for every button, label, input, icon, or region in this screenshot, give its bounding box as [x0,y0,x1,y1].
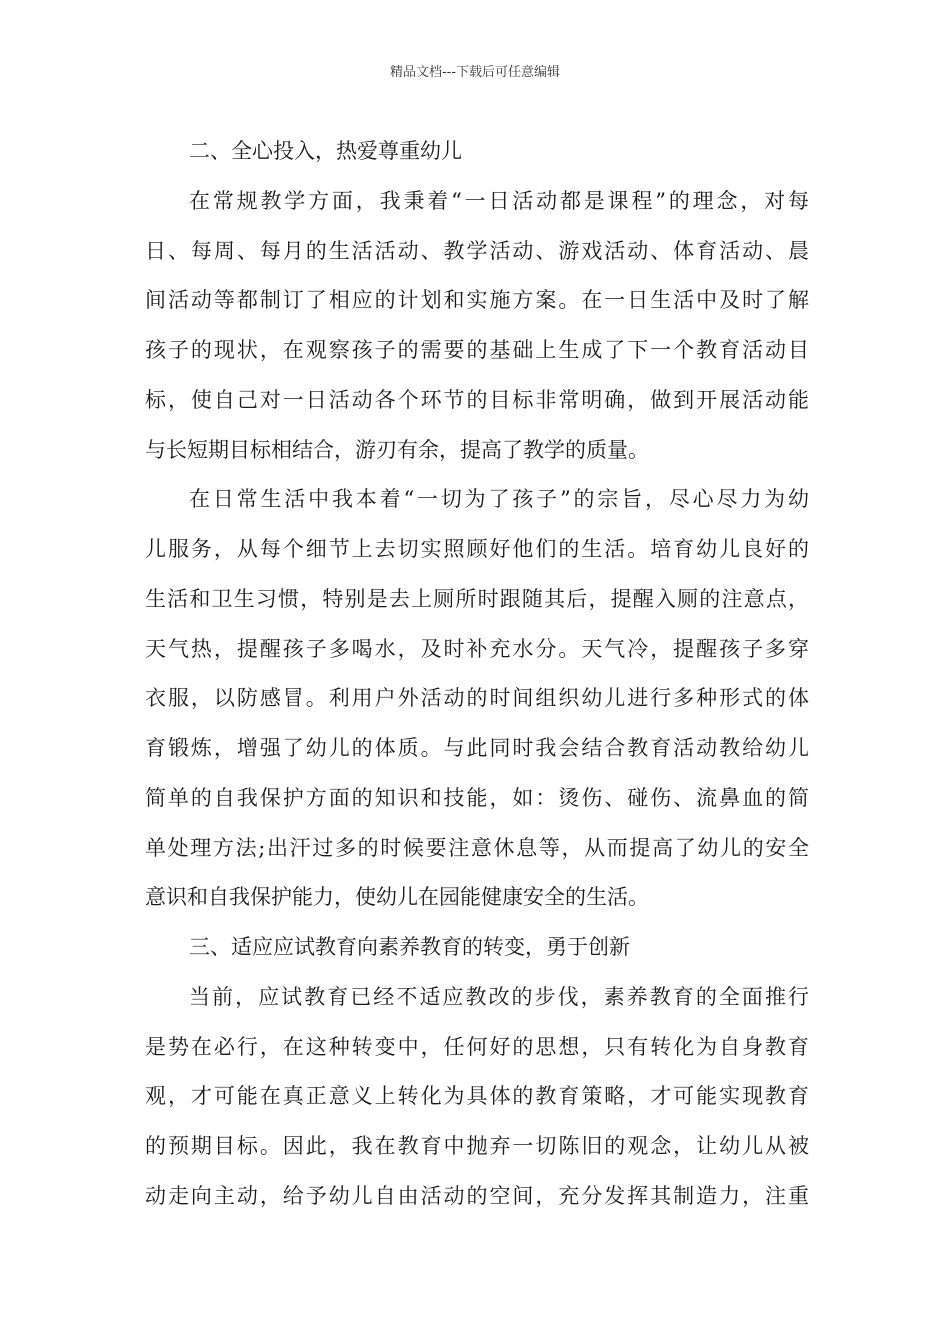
text-line: 间活动等都制订了相应的计划和实施方案。在一日生活中及时了解 [145,288,809,313]
text-line: 与长短期目标相结合，游刃有余，提高了教学的质量。 [145,437,649,462]
text-line: 意识和自我保护能力，使幼儿在园能健康安全的生活。 [145,885,649,910]
text-line: 的预期目标。因此，我在教育中抛弃一切陈旧的观念，让幼儿从被 [145,1134,809,1158]
text-line: 日、每周、每月的生活活动、教学活动、游戏活动、体育活动、晨 [145,238,809,263]
text-line: 孩子的现状，在观察孩子的需要的基础上生成了下一个教育活动目 [145,338,809,362]
text-line: 三、适应应试教育向素养教育的转变，勇于创新 [189,935,630,959]
text-line: 儿服务，从每个细节上去切实照顾好他们的生活。培育幼儿良好的 [145,537,809,561]
text-line: 生活和卫生习惯，特别是去上厕所时跟随其后，提醒入厕的注意点， [145,586,809,611]
document-body [145,127,809,1222]
text-line: 在日常生活中我本着“一切为了孩子”的宗旨，尽心尽力为幼 [189,487,809,512]
text-line: 衣服，以防感冒。利用户外活动的时间组织幼儿进行多种形式的体 [145,686,809,711]
text-line: 在常规教学方面，我秉着“一日活动都是课程”的理念，对每 [189,188,809,213]
text-line: 观，才可能在真正意义上转化为具体的教育策略，才可能实现教育 [145,1084,809,1109]
text-line: 标，使自己对一日活动各个环节的目标非常明确，做到开展活动能 [145,387,809,412]
text-line: 育锻炼，增强了幼儿的体质。与此同时我会结合教育活动教给幼儿 [145,736,809,760]
text-line: 当前，应试教育已经不适应教改的步伐，素养教育的全面推行 [189,984,809,1009]
text-line: 二、全心投入，热爱尊重幼儿 [189,139,462,163]
text-line: 动走向主动，给予幼儿自由活动的空间，充分发挥其制造力，注重 [145,1183,809,1208]
page-header: 精品文档---下载后可任意编辑 [389,65,561,80]
text-line: 简单的自我保护方面的知识和技能，如：烫伤、碰伤、流鼻血的简 [145,785,809,810]
text-line: 是势在必行，在这种转变中，任何好的思想，只有转化为自身教育 [145,1034,809,1059]
text-line: 天气热，提醒孩子多喝水，及时补充水分。天气冷，提醒孩子多穿 [145,636,809,661]
text-line: 单处理方法;出汗过多的时候要注意休息等，从而提高了幼儿的安全 [145,835,809,860]
